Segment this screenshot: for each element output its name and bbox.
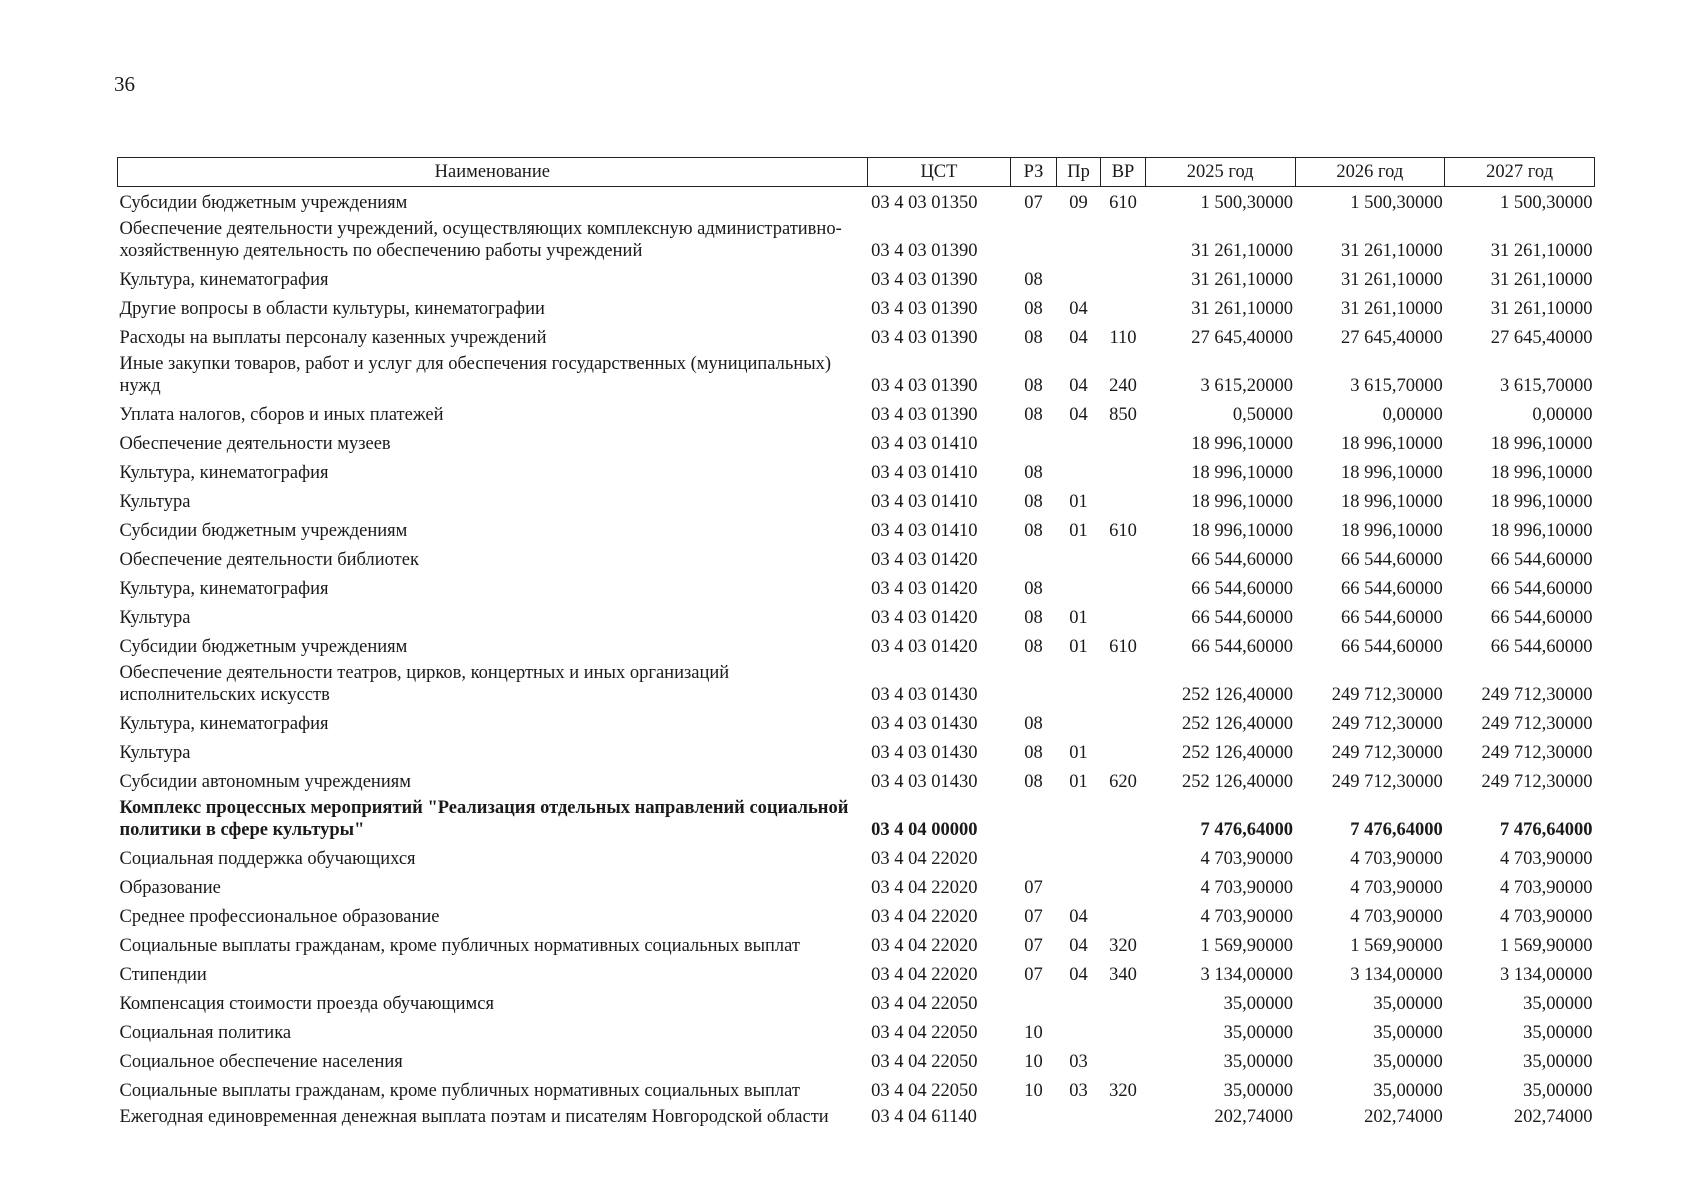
cell-cst: 03 4 03 01430 (871, 685, 978, 705)
header-rz: РЗ (1011, 158, 1057, 187)
cell-name: Ежегодная единовременная денежная выплата поэтам и писателям Новгородской области (119, 1107, 829, 1127)
cell-2025: 252 126,40000 (1182, 743, 1293, 763)
cell-pr: 04 (1069, 299, 1088, 319)
cell-2027: 4 703,90000 (1500, 907, 1593, 927)
cell-rz (1011, 660, 1057, 708)
header-2025: 2025 год (1145, 158, 1295, 187)
cell-name: Социальная политика (119, 1023, 292, 1043)
table-row (118, 660, 1595, 708)
cell-name: Среднее профессиональное образование (119, 907, 440, 927)
budget-table (117, 157, 1595, 1130)
cell-2027: 3 134,00000 (1500, 965, 1593, 985)
cell-cst: 03 4 04 22050 (871, 1052, 978, 1072)
cell-cst: 03 4 03 01430 (871, 714, 978, 734)
cell-2027: 18 996,10000 (1490, 463, 1593, 483)
cell-cst: 03 4 04 22020 (871, 849, 978, 869)
cell-cst: 03 4 03 01390 (871, 376, 978, 396)
cell-name: Стипендии (119, 965, 207, 985)
table-row (118, 795, 1595, 843)
cell-name: Культура, кинематография (119, 270, 329, 290)
cell-pr: 09 (1069, 193, 1088, 213)
cell-pr (1056, 660, 1101, 708)
cell-vr: 110 (1109, 328, 1137, 348)
cell-cst: 03 4 03 01390 (871, 405, 978, 425)
cell-2026: 18 996,10000 (1340, 463, 1443, 483)
cell-2025: 252 126,40000 (1182, 772, 1293, 792)
cell-vr: 340 (1109, 965, 1137, 985)
header-name: Наименование (118, 158, 868, 187)
cell-pr: 04 (1069, 965, 1088, 985)
cell-2026: 3 615,70000 (1350, 376, 1443, 396)
cell-2027: 0,00000 (1532, 405, 1593, 425)
cell-vr (1101, 293, 1146, 322)
cell-2026: 66 544,60000 (1340, 608, 1443, 628)
table-row (118, 1046, 1595, 1075)
table-row (118, 486, 1595, 515)
cell-2025: 35,00000 (1223, 1081, 1293, 1101)
cell-name: Другие вопросы в области культуры, кинематографии (119, 299, 545, 319)
cell-name: Социальное обеспечение населения (119, 1052, 403, 1072)
cell-rz: 08 (1024, 608, 1043, 628)
cell-cst: 03 4 03 01410 (871, 463, 978, 483)
cell-vr: 240 (1109, 376, 1137, 396)
cell-2025: 18 996,10000 (1191, 521, 1293, 541)
cell-cst: 03 4 03 01420 (871, 608, 978, 628)
cell-rz: 08 (1024, 637, 1043, 657)
cell-vr (1101, 872, 1146, 901)
cell-pr (1056, 457, 1101, 486)
cell-rz: 08 (1024, 714, 1043, 734)
cell-2025: 31 261,10000 (1191, 270, 1293, 290)
cell-2026: 249 712,30000 (1331, 743, 1443, 763)
cell-2025: 0,50000 (1232, 405, 1293, 425)
cell-2025: 35,00000 (1223, 994, 1293, 1014)
cell-2026: 31 261,10000 (1340, 270, 1443, 290)
cell-name: Уплата налогов, сборов и иных платежей (119, 405, 444, 425)
cell-name: Образование (119, 878, 221, 898)
cell-pr: 03 (1069, 1081, 1088, 1101)
cell-name: Обеспечение деятельности музеев (119, 434, 391, 454)
cell-2026: 249 712,30000 (1331, 714, 1443, 734)
cell-2027: 66 544,60000 (1490, 637, 1593, 657)
cell-pr: 04 (1069, 328, 1088, 348)
cell-2027: 7 476,64000 (1500, 820, 1593, 840)
cell-2027: 31 261,10000 (1490, 270, 1593, 290)
cell-pr: 01 (1069, 608, 1088, 628)
cell-vr (1101, 660, 1146, 708)
cell-2026: 35,00000 (1373, 1081, 1443, 1101)
cell-2025: 7 476,64000 (1200, 820, 1293, 840)
cell-2027: 249 712,30000 (1481, 685, 1593, 705)
cell-2026: 4 703,90000 (1350, 878, 1443, 898)
cell-2026: 66 544,60000 (1340, 550, 1443, 570)
cell-2025: 35,00000 (1223, 1052, 1293, 1072)
cell-2026: 3 134,00000 (1350, 965, 1443, 985)
cell-2026: 4 703,90000 (1350, 907, 1443, 927)
cell-vr: 610 (1109, 193, 1137, 213)
table-header-row (118, 158, 1595, 187)
cell-pr: 01 (1069, 492, 1088, 512)
cell-2026: 4 703,90000 (1350, 849, 1443, 869)
table-row (118, 573, 1595, 602)
cell-cst: 03 4 03 01390 (871, 270, 978, 290)
cell-pr: 04 (1069, 405, 1088, 425)
cell-name: Социальная поддержка обучающихся (119, 849, 416, 869)
cell-vr: 320 (1109, 936, 1137, 956)
cell-cst: 03 4 03 01410 (871, 492, 978, 512)
cell-2026: 66 544,60000 (1340, 579, 1443, 599)
cell-2025: 3 615,20000 (1200, 376, 1293, 396)
cell-2025: 31 261,10000 (1191, 299, 1293, 319)
cell-2026: 0,00000 (1382, 405, 1443, 425)
cell-rz: 08 (1024, 463, 1043, 483)
cell-2025: 252 126,40000 (1182, 685, 1293, 705)
cell-2027: 202,74000 (1513, 1107, 1593, 1127)
cell-vr: 620 (1109, 772, 1137, 792)
cell-vr (1101, 901, 1146, 930)
cell-name: Культура, кинематография (119, 579, 329, 599)
cell-2025: 202,74000 (1214, 1107, 1293, 1127)
table-row (118, 293, 1595, 322)
table-row (118, 187, 1595, 217)
cell-2027: 31 261,10000 (1490, 241, 1593, 261)
cell-vr (1101, 457, 1146, 486)
table-row (118, 351, 1595, 399)
cell-2025: 18 996,10000 (1191, 463, 1293, 483)
cell-pr (1056, 708, 1101, 737)
cell-2027: 66 544,60000 (1490, 579, 1593, 599)
header-2027: 2027 год (1445, 158, 1595, 187)
cell-name: Обеспечение деятельности учреждений, осуществляющих комплексную административно-хозяйственную деятельность по обеспечению работы учреждений (119, 219, 842, 261)
cell-2025: 66 544,60000 (1191, 608, 1293, 628)
cell-pr: 01 (1069, 743, 1088, 763)
cell-name: Культура (119, 492, 191, 512)
cell-name: Субсидии бюджетным учреждениям (119, 637, 408, 657)
cell-pr (1056, 264, 1101, 293)
cell-rz: 08 (1024, 405, 1043, 425)
table-row (118, 515, 1595, 544)
cell-2026: 1 569,90000 (1350, 936, 1443, 956)
cell-vr (1101, 1046, 1146, 1075)
cell-cst: 03 4 04 22020 (871, 936, 978, 956)
cell-vr (1101, 486, 1146, 515)
cell-2027: 66 544,60000 (1490, 550, 1593, 570)
cell-vr (1101, 216, 1146, 264)
cell-2026: 18 996,10000 (1340, 434, 1443, 454)
cell-rz (1011, 216, 1057, 264)
header-pr: Пр (1056, 158, 1101, 187)
cell-rz (1011, 988, 1057, 1017)
table-row (118, 399, 1595, 428)
cell-cst: 03 4 03 01430 (871, 772, 978, 792)
table-row (118, 322, 1595, 351)
cell-pr (1056, 872, 1101, 901)
cell-rz: 08 (1024, 579, 1043, 599)
cell-2027: 4 703,90000 (1500, 878, 1593, 898)
cell-vr: 610 (1109, 521, 1137, 541)
cell-name: Культура (119, 608, 191, 628)
cell-2025: 66 544,60000 (1191, 550, 1293, 570)
cell-rz: 08 (1024, 299, 1043, 319)
cell-pr: 01 (1069, 772, 1088, 792)
cell-pr (1056, 1104, 1101, 1130)
cell-name: Субсидии автономным учреждениям (119, 772, 411, 792)
cell-rz (1011, 843, 1057, 872)
cell-2025: 4 703,90000 (1200, 907, 1293, 927)
cell-2025: 31 261,10000 (1191, 241, 1293, 261)
table-row (118, 872, 1595, 901)
cell-2026: 18 996,10000 (1340, 492, 1443, 512)
cell-cst: 03 4 04 22050 (871, 1023, 978, 1043)
cell-cst: 03 4 04 22020 (871, 878, 978, 898)
cell-vr (1101, 573, 1146, 602)
cell-2027: 27 645,40000 (1490, 328, 1593, 348)
cell-cst: 03 4 03 01410 (871, 434, 978, 454)
cell-2025: 66 544,60000 (1191, 579, 1293, 599)
cell-vr (1101, 795, 1146, 843)
cell-2027: 249 712,30000 (1481, 743, 1593, 763)
cell-rz (1011, 795, 1057, 843)
cell-pr (1056, 795, 1101, 843)
cell-2026: 35,00000 (1373, 994, 1443, 1014)
cell-2025: 66 544,60000 (1191, 637, 1293, 657)
cell-cst: 03 4 03 01390 (871, 241, 978, 261)
cell-vr (1101, 988, 1146, 1017)
cell-name: Культура (119, 743, 191, 763)
cell-rz: 08 (1024, 376, 1043, 396)
cell-2026: 31 261,10000 (1340, 241, 1443, 261)
cell-name: Расходы на выплаты персоналу казенных учреждений (119, 328, 547, 348)
cell-2027: 4 703,90000 (1500, 849, 1593, 869)
table-row (118, 843, 1595, 872)
cell-2026: 35,00000 (1373, 1023, 1443, 1043)
cell-vr (1101, 1104, 1146, 1130)
cell-cst: 03 4 03 01390 (871, 299, 978, 319)
table-row (118, 901, 1595, 930)
table-row (118, 959, 1595, 988)
table-row (118, 988, 1595, 1017)
cell-rz (1011, 1104, 1057, 1130)
cell-name: Субсидии бюджетным учреждениям (119, 193, 408, 213)
cell-vr (1101, 264, 1146, 293)
table-row (118, 457, 1595, 486)
cell-vr: 610 (1109, 637, 1137, 657)
cell-cst: 03 4 03 01350 (871, 193, 978, 213)
cell-cst: 03 4 04 61140 (871, 1107, 977, 1127)
cell-rz: 08 (1024, 772, 1043, 792)
table-row (118, 631, 1595, 660)
cell-2027: 31 261,10000 (1490, 299, 1593, 319)
cell-cst: 03 4 04 22020 (871, 965, 978, 985)
cell-rz: 07 (1024, 907, 1043, 927)
cell-2027: 3 615,70000 (1500, 376, 1593, 396)
cell-rz: 07 (1024, 193, 1043, 213)
table-row (118, 930, 1595, 959)
cell-pr (1056, 544, 1101, 573)
cell-rz: 07 (1024, 878, 1043, 898)
cell-pr (1056, 216, 1101, 264)
cell-2025: 4 703,90000 (1200, 878, 1293, 898)
cell-vr (1101, 708, 1146, 737)
cell-cst: 03 4 03 01420 (871, 579, 978, 599)
cell-2025: 18 996,10000 (1191, 492, 1293, 512)
cell-rz: 08 (1024, 743, 1043, 763)
cell-name: Культура, кинематография (119, 463, 329, 483)
cell-name: Обеспечение деятельности театров, цирков, концертных и иных организаций исполнительских искусств (119, 663, 730, 705)
cell-2025: 4 703,90000 (1200, 849, 1293, 869)
cell-2026: 249 712,30000 (1331, 685, 1443, 705)
cell-vr (1101, 544, 1146, 573)
cell-cst: 03 4 03 01430 (871, 743, 978, 763)
header-cst: ЦСТ (867, 158, 1011, 187)
cell-2026: 35,00000 (1373, 1052, 1443, 1072)
cell-pr: 01 (1069, 521, 1088, 541)
table-row (118, 1075, 1595, 1104)
cell-cst: 03 4 03 01390 (871, 328, 978, 348)
cell-rz (1011, 544, 1057, 573)
cell-name: Компенсация стоимости проезда обучающимся (119, 994, 494, 1014)
cell-2027: 35,00000 (1523, 994, 1593, 1014)
cell-2025: 18 996,10000 (1191, 434, 1293, 454)
cell-2026: 31 261,10000 (1340, 299, 1443, 319)
cell-pr (1056, 843, 1101, 872)
cell-vr (1101, 843, 1146, 872)
cell-2025: 3 134,00000 (1200, 965, 1293, 985)
cell-2026: 7 476,64000 (1350, 820, 1443, 840)
cell-name: Обеспечение деятельности библиотек (119, 550, 419, 570)
cell-cst: 03 4 04 22050 (871, 1081, 978, 1101)
cell-2025: 252 126,40000 (1182, 714, 1293, 734)
cell-rz: 07 (1024, 965, 1043, 985)
table-row (118, 602, 1595, 631)
header-vr: ВР (1101, 158, 1146, 187)
cell-rz: 10 (1024, 1052, 1043, 1072)
cell-pr (1056, 988, 1101, 1017)
cell-vr (1101, 1017, 1146, 1046)
cell-2027: 35,00000 (1523, 1052, 1593, 1072)
cell-pr: 04 (1069, 936, 1088, 956)
table-row (118, 737, 1595, 766)
cell-cst: 03 4 03 01410 (871, 521, 978, 541)
cell-2027: 1 569,90000 (1500, 936, 1593, 956)
cell-2026: 1 500,30000 (1350, 193, 1443, 213)
table-row (118, 264, 1595, 293)
cell-2025: 35,00000 (1223, 1023, 1293, 1043)
cell-rz: 07 (1024, 936, 1043, 956)
cell-rz (1011, 428, 1057, 457)
cell-2027: 18 996,10000 (1490, 492, 1593, 512)
cell-pr (1056, 573, 1101, 602)
header-2026: 2026 год (1295, 158, 1445, 187)
page-number: 36 (114, 72, 135, 96)
cell-vr (1101, 428, 1146, 457)
cell-cst: 03 4 04 00000 (871, 820, 978, 840)
cell-vr (1101, 737, 1146, 766)
cell-2027: 249 712,30000 (1481, 772, 1593, 792)
cell-vr: 850 (1109, 405, 1137, 425)
cell-2027: 35,00000 (1523, 1023, 1593, 1043)
cell-cst: 03 4 03 01420 (871, 550, 978, 570)
cell-2027: 18 996,10000 (1490, 521, 1593, 541)
cell-2026: 202,74000 (1364, 1107, 1443, 1127)
cell-vr: 320 (1109, 1081, 1137, 1101)
cell-name: Социальные выплаты гражданам, кроме публичных нормативных социальных выплат (119, 1081, 800, 1101)
cell-rz: 08 (1024, 521, 1043, 541)
table-row (118, 708, 1595, 737)
cell-2025: 27 645,40000 (1191, 328, 1293, 348)
table-row (118, 428, 1595, 457)
cell-name: Субсидии бюджетным учреждениям (119, 521, 408, 541)
table-row (118, 766, 1595, 795)
cell-2026: 66 544,60000 (1340, 637, 1443, 657)
cell-2027: 66 544,60000 (1490, 608, 1593, 628)
cell-cst: 03 4 04 22050 (871, 994, 978, 1014)
cell-2027: 35,00000 (1523, 1081, 1593, 1101)
cell-rz: 10 (1024, 1023, 1043, 1043)
table-row (118, 216, 1595, 264)
cell-cst: 03 4 03 01420 (871, 637, 978, 657)
cell-name: Иные закупки товаров, работ и услуг для обеспечения государственных (муниципальных) нужд (119, 354, 832, 396)
cell-pr: 01 (1069, 637, 1088, 657)
cell-rz: 08 (1024, 270, 1043, 290)
cell-2027: 249 712,30000 (1481, 714, 1593, 734)
table-row (118, 1017, 1595, 1046)
cell-name: Социальные выплаты гражданам, кроме публичных нормативных социальных выплат (119, 936, 800, 956)
cell-2025: 1 500,30000 (1200, 193, 1293, 213)
cell-rz: 08 (1024, 492, 1043, 512)
cell-2027: 1 500,30000 (1500, 193, 1593, 213)
cell-pr (1056, 428, 1101, 457)
cell-vr (1101, 602, 1146, 631)
cell-2026: 27 645,40000 (1340, 328, 1443, 348)
cell-pr: 03 (1069, 1052, 1088, 1072)
cell-2025: 1 569,90000 (1200, 936, 1293, 956)
cell-name: Культура, кинематография (119, 714, 329, 734)
table-row (118, 1104, 1595, 1130)
cell-pr: 04 (1069, 376, 1088, 396)
table-body (118, 187, 1595, 1131)
cell-rz: 08 (1024, 328, 1043, 348)
cell-pr (1056, 1017, 1101, 1046)
cell-cst: 03 4 04 22020 (871, 907, 978, 927)
cell-2026: 18 996,10000 (1340, 521, 1443, 541)
cell-pr: 04 (1069, 907, 1088, 927)
cell-2027: 18 996,10000 (1490, 434, 1593, 454)
cell-name: Комплекс процессных мероприятий "Реализация отдельных направлений социальной политики в сфере культуры" (119, 798, 849, 840)
cell-2026: 249 712,30000 (1331, 772, 1443, 792)
cell-rz: 10 (1024, 1081, 1043, 1101)
table-row (118, 544, 1595, 573)
